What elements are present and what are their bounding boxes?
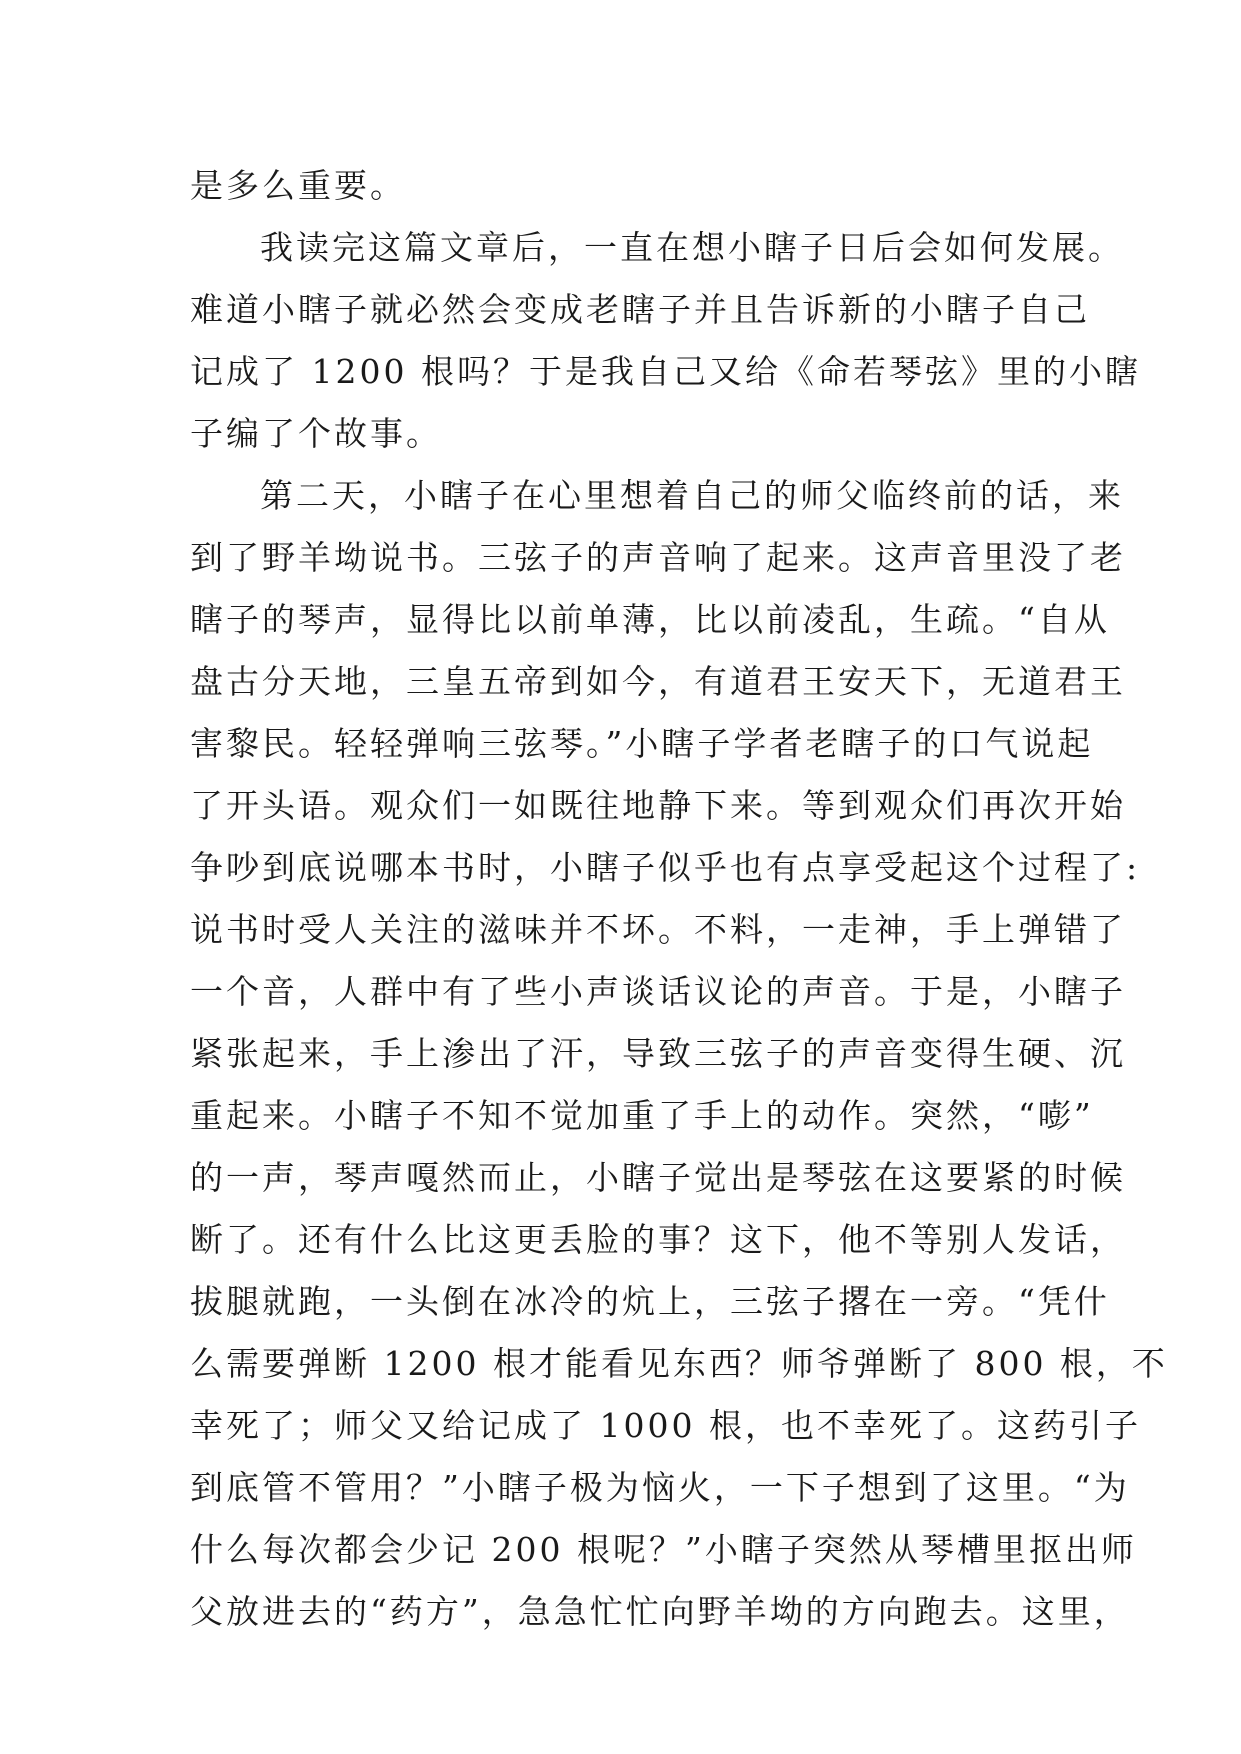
text-line: 害黎民。轻轻弹响三弦琴。”小瞎子学者老瞎子的口气说起: [190, 724, 1094, 763]
text-line: 瞎子的琴声，显得比以前单薄，比以前凌乱，生疏。“自从: [190, 600, 1110, 639]
text-line: 说书时受人关注的滋味并不坏。不料，一走神，手上弹错了: [190, 910, 1126, 949]
paragraph-start-line: 我读完这篇文章后，一直在想小瞎子日后会如何发展。: [260, 228, 1124, 267]
text-line: 紧张起来，手上渗出了汗，导致三弦子的声音变得生硬、沉: [190, 1034, 1126, 1073]
text-line: 子编了个故事。: [190, 414, 442, 453]
text-line: 争吵到底说哪本书时，小瞎子似乎也有点享受起这个过程了:: [190, 848, 1141, 887]
text-line: 重起来。小瞎子不知不觉加重了手上的动作。突然，“嘭”: [190, 1096, 1094, 1135]
text-line: 记成了 1200 根吗？于是我自己又给《命若琴弦》里的小瞎: [190, 352, 1141, 391]
text-line: 到底管不管用？”小瞎子极为恼火，一下子想到了这里。“为: [190, 1468, 1130, 1507]
text-line: 什么每次都会少记 200 根呢？”小瞎子突然从琴槽里抠出师: [190, 1530, 1137, 1569]
text-line: 了开头语。观众们一如既往地静下来。等到观众们再次开始: [190, 786, 1126, 825]
paragraph-start-line: 第二天，小瞎子在心里想着自己的师父临终前的话，来: [260, 476, 1124, 515]
text-line: 拔腿就跑，一头倒在冰冷的炕上，三弦子撂在一旁。“凭什: [190, 1282, 1110, 1321]
text-line: 幸死了；师父又给记成了 1000 根，也不幸死了。这药引子: [190, 1406, 1141, 1445]
text-line: 么需要弹断 1200 根才能看见东西？师爷弹断了 800 根，不: [190, 1344, 1168, 1383]
body-text: [190, 155, 1168, 1643]
text-line: 难道小瞎子就必然会变成老瞎子并且告诉新的小瞎子自己: [190, 290, 1090, 329]
text-line: 断了。还有什么比这更丢脸的事？这下，他不等别人发话，: [190, 1220, 1126, 1259]
text-line: 父放进去的“药方”，急急忙忙向野羊坳的方向跑去。这里，: [190, 1592, 1130, 1631]
text-line: 是多么重要。: [190, 166, 406, 205]
text-line: 盘古分天地，三皇五帝到如今，有道君王安天下，无道君王: [190, 662, 1126, 701]
text-line: 的一声，琴声嘎然而止，小瞎子觉出是琴弦在这要紧的时候: [190, 1158, 1126, 1197]
text-line: 一个音，人群中有了些小声谈话议论的声音。于是，小瞎子: [190, 972, 1126, 1011]
text-line: 到了野羊坳说书。三弦子的声音响了起来。这声音里没了老: [190, 538, 1126, 577]
